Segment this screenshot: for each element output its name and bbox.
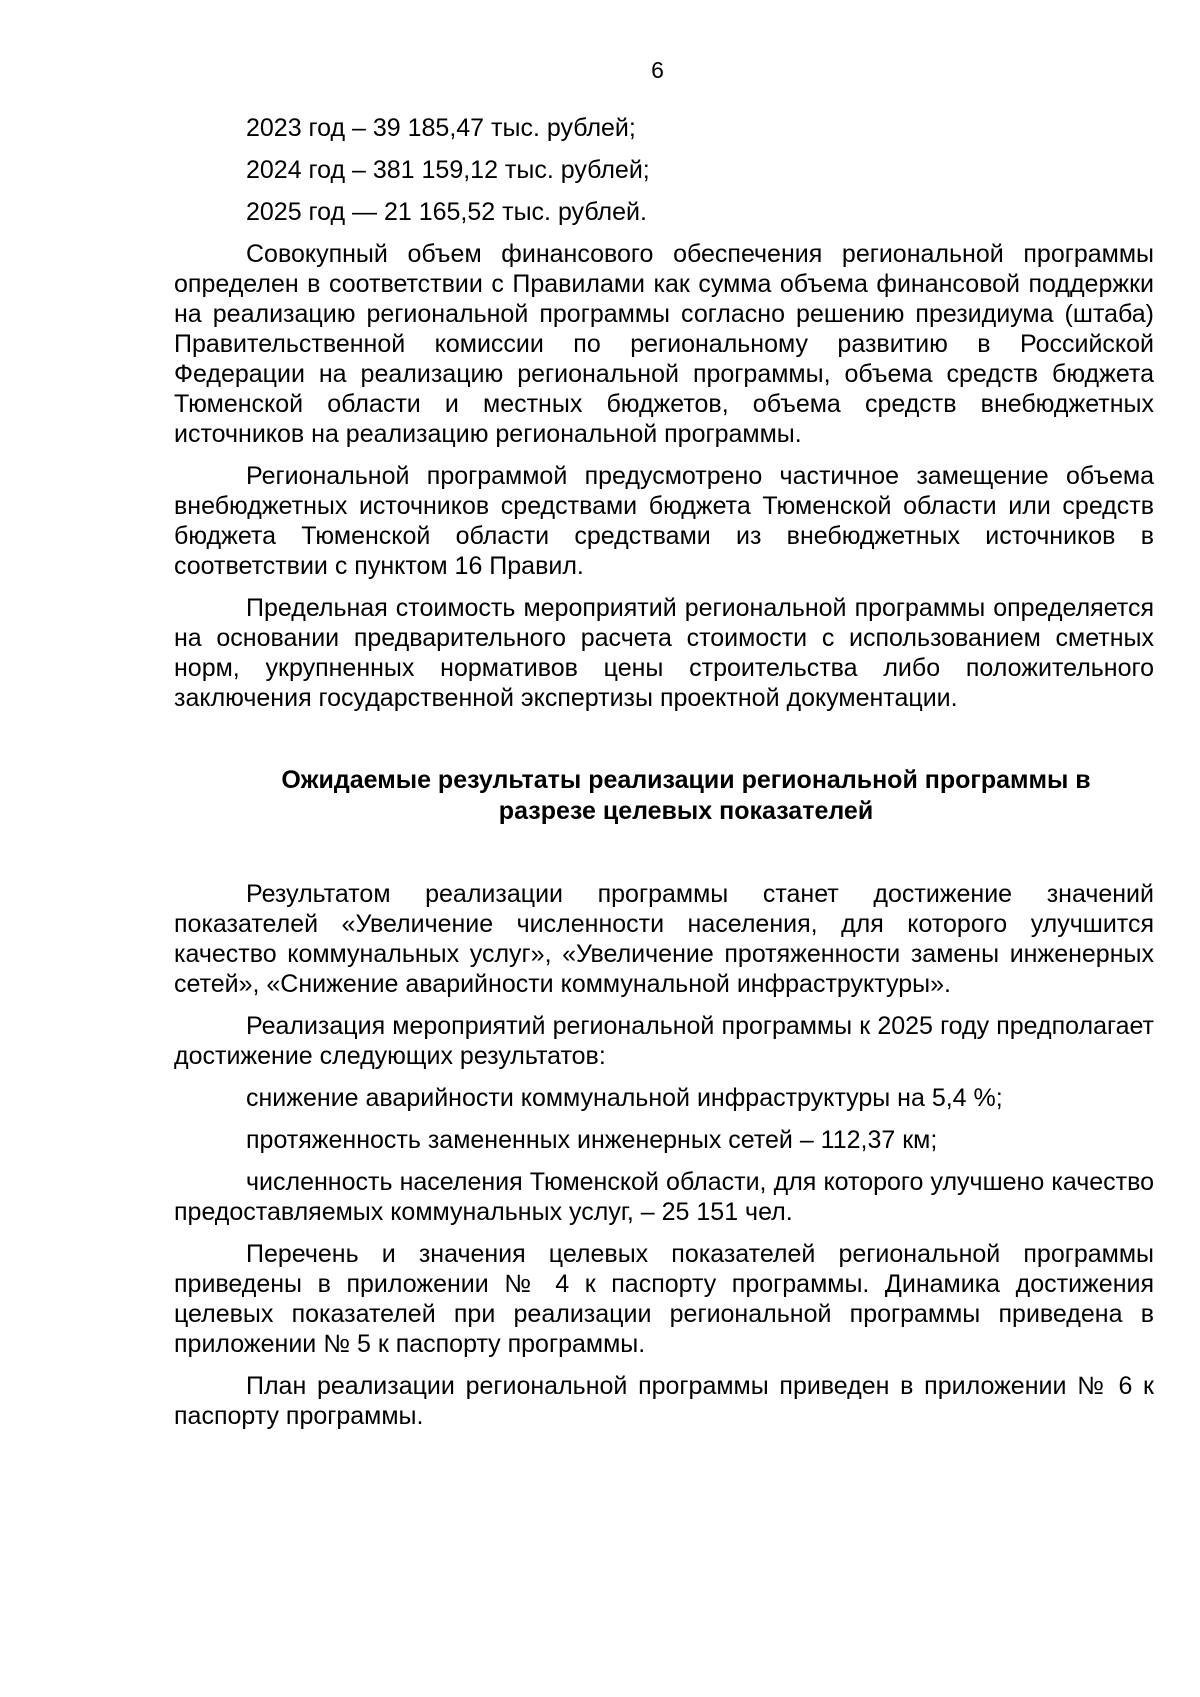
result-item-accident-rate: снижение аварийности коммунальной инфраструктуры на 5,4 %; [246, 1084, 1003, 1112]
funding-line-2024: 2024 год – 381 159,12 тыс. рублей; [246, 156, 650, 184]
section-heading [174, 765, 1154, 827]
section-heading-line-2: разрезе целевых показателей [498, 797, 874, 825]
result-item-network-length: протяженность замененных инженерных сетей – 112,37 км; [246, 1126, 938, 1154]
page-number: 6 [651, 57, 664, 83]
document-body [174, 113, 1154, 1443]
funding-line-2025: 2025 год — 21 165,52 тыс. рублей. [246, 198, 647, 226]
paragraph-program-result: Результатом реализации программы станет достижение значений показателей «Увеличение численности населения, для которого улучшится качество коммунальных услуг», «Увеличение протяженности замены инженерных сетей», «Снижение аварийности коммунальной инфраструктуры». [174, 880, 1154, 998]
funding-line-2023: 2023 год – 39 185,47 тыс. рублей; [246, 114, 636, 142]
section-heading-line-1: Ожидаемые результаты реализации региональной программы в [281, 766, 1091, 794]
paragraph-implementation-plan: План реализации региональной программы приведен в приложении № 6 к паспорту программы. [174, 1372, 1154, 1430]
paragraph-expected-results: Реализация мероприятий региональной программы к 2025 году предполагает достижение следующих результатов: [174, 1012, 1154, 1070]
result-item-population: численность населения Тюменской области, для которого улучшено качество предоставляемых коммунальных услуг, – 25 151 чел. [174, 1168, 1154, 1226]
paragraph-partial-replacement: Региональной программой предусмотрено частичное замещение объема внебюджетных источников средствами бюджета Тюменской области или средств бюджета Тюменской области средствами из внебюджетных источников в соответствии с пунктом 16 Правил. [174, 462, 1154, 580]
paragraph-total-funding: Совокупный объем финансового обеспечения региональной программы определен в соответствии с Правилами как сумма объема финансовой поддержки на реализацию региональной программы согласно решению президиума (штаба) Правительственной комиссии по региональному развитию в Российской Федерации на реализацию региональной программы, объема средств бюджета Тюменской области и местных бюджетов, объема средств внебюджетных источников на реализацию региональной программы. [174, 240, 1154, 448]
paragraph-max-cost: Предельная стоимость мероприятий региональной программы определяется на основании предварительного расчета стоимости с использованием сметных норм, укрупненных нормативов цены строительства либо положительного заключения государственной экспертизы проектной документации. [174, 594, 1154, 712]
paragraph-indicators-list: Перечень и значения целевых показателей региональной программы приведены в приложении № 4 к паспорту программы. Динамика достижения целевых показателей при реализации региональной программы приведена в приложении № 5 к паспорту программы. [174, 1240, 1154, 1358]
